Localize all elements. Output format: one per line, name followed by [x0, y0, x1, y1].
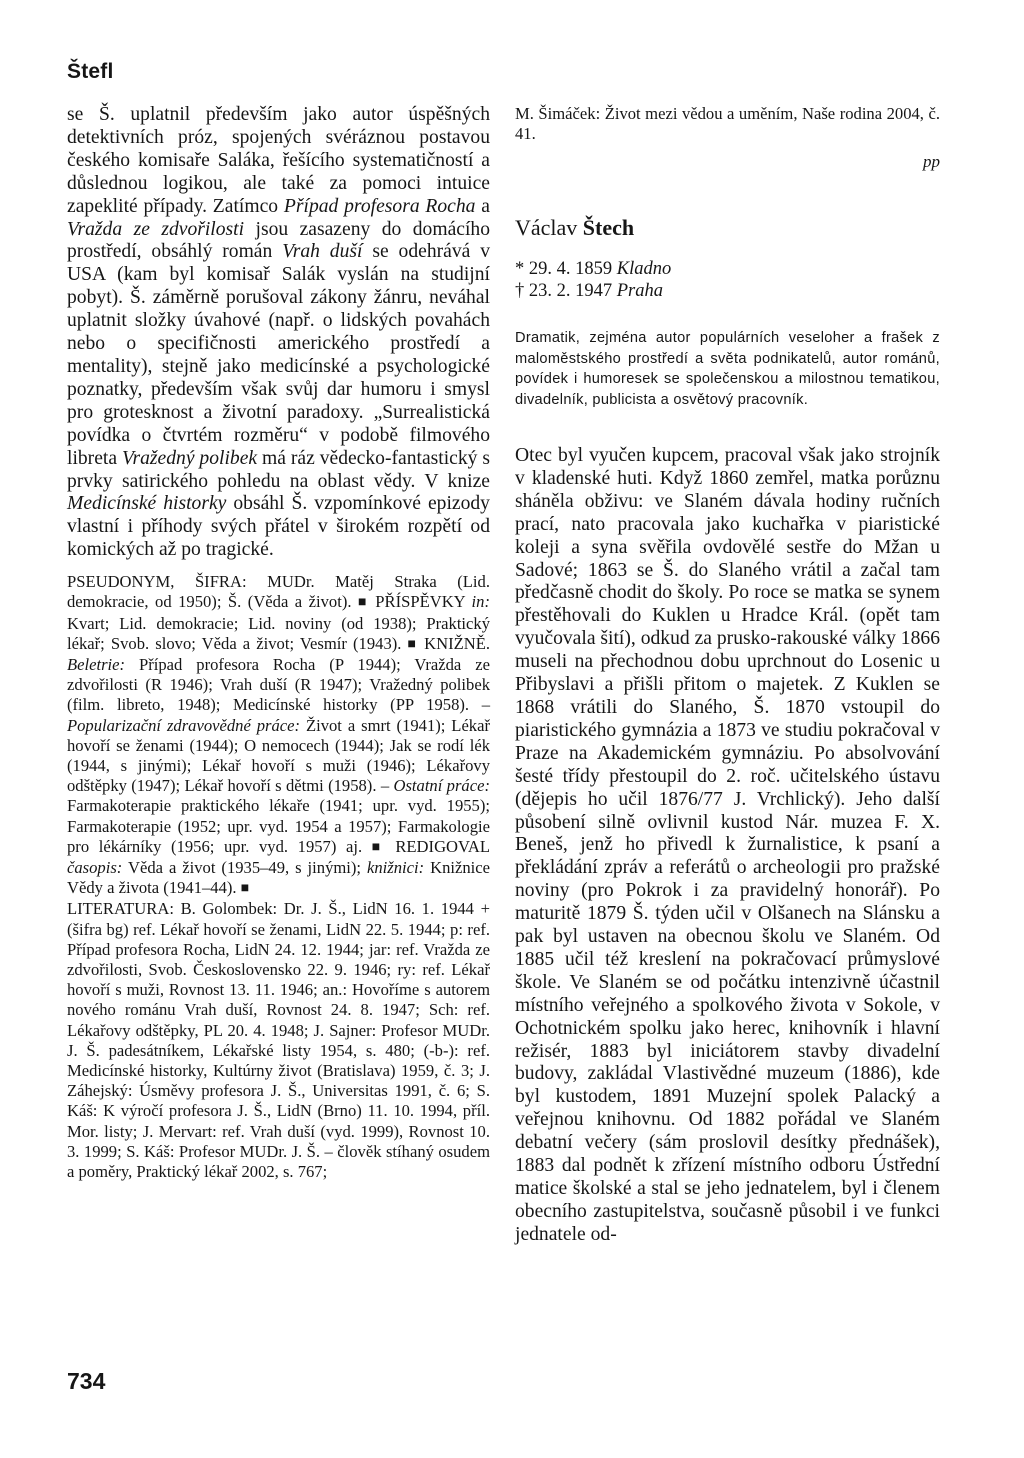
entry-biography: Otec byl vyučen kupcem, pracoval však jako strojník v kladenské huti. Když 1860 zemřel, matka porůznu sháněla obživu: ve Slaném dávala hodiny ručních prací, nato pracovala jako kuchařka v piaristické koleji a syna svěřila ovdovělé sestře do Mžan u Sadové; 1863 se Š. do Slaného vrátil a začal tam předčasně chodit do školy. Po roce se matka se synem přestěhovali do Kuklen u Hradce Král. (opět tam vyučovala šití), odkud za prusko-rakouské války 1866 museli na přechodnou dobu uprchnout do Losenic u Přibyslavi a přišli přitom o majetek. Z Kuklen se 1868 vrátili do Slaného, Š. 1870 vstoupil do piaristického gymnázia a 1873 ve studiu pokračoval v Praze na Akademickém gymnáziu. Po absolvování šesté třídy přestoupil do 2. roč. učitelského ústavu (dějepis ho učil 1876/77 J. Vrchlický). Jeho další působení silně ovlivnil kustod Nár. muzea F. X. Beneš, jenž ho přivedl k žurnalistice, k psaní a překládání zpráv a referátů o archeologii pro pražské noviny (pro Pokrok i za pravidelný honorář). Po maturitě 1879 Š. týden učil v Olšanech na Slánsku a pak byl ustaven na obecnou školu ve Slaném. Od 1885 učil též kreslení na pokračovací průmyslové škole. Ve Slaném se od počátku intenzivně účastnil místního veřejného a spolkového života v Sokole, v Ochotnickém spolku jako herec, knihovník i hlavní režisér, 1883 byl iniciátorem stavby divadelní budovy, zakládal Vlastivědné muzeum (1886), kde byl kustodem, 1891 Muzejní spolek Palacký a veřejnou knihovnu. Od 1882 pořádal ve Slaném debatní večery (sám proslovil desítky přednášek), 1883 dal podnět k zřízení místního odboru Ústřední matice školské a stal se jeho jednatelem, byl i členem obecního zastupitelstva, současně působil i ve funkci jednatele od-	[515, 445, 940, 1245]
italic-term: Medicínské historky	[67, 493, 227, 515]
birth-place: Kladno	[616, 259, 672, 279]
italic-term: knižnici:	[367, 857, 425, 877]
text-run: REDIGOVAL	[385, 836, 490, 856]
death-date: † 23. 2. 1947	[515, 281, 617, 301]
literature-section: LITERATURA: B. Golombek: Dr. J. Š., LidN 16. 1. 1944 + (šifra bg) ref. Lékař hovoří se ženami, LidN 22. 5. 1944; p: ref. Případ profesora Rocha, LidN 24. 12. 1944; jar: ref. Vražda ze zdvořilosti, Svob. Československo 22. 9. 1946; ry: ref. Lékař hovoří s muži, Rovnost 13. 11. 1946; an.: Hovoříme s autorem nového románu Vrah duší, Rovnost 24. 8. 1947; Sch: ref. Lékařovy odštěpky, PL 20. 4. 1948; J. Sajner: Profesor MUDr. J. Š. padesátníkem, Lékařské listy 1954, s. 480; (-b-): ref. Medicínské historky, Kultúrny život (Bratislava) 1959, č. 3; J. Záhejský: Úsměvy profesora J. Š., Universitas 1991, č. 6; S. Káš: K výročí profesora J. Š., LidN (Brno) 11. 10. 1994, příl. Mor. listy; J. Mervart: ref. Vrah duší (vyd. 1999), Rovnost 10. 3. 1999; S. Káš: Profesor MUDr. J. Š. – člověk stíhaný osudem a poměry, Praktický lékař 2002, s. 767;	[67, 899, 490, 1182]
text-run: se Š. uplatnil především jako autor úspěšných detektivních próz, spojených svéráznou postavou českého komisaře Saláka, řešícího systematičností a důslednou logikou, ale také za pomoci intuice zapeklité případy. Zatímco	[67, 104, 490, 217]
literature-continued: M. Šimáček: Život mezi vědou a uměním, Naše rodina 2004, č. 41.	[515, 104, 940, 143]
bibliography-section	[67, 572, 490, 899]
section-marker-icon: ■	[407, 636, 418, 652]
entry-surname: Štech	[582, 215, 635, 240]
text-run: Věda a život (1935–49, s jinými);	[122, 857, 367, 877]
text-run: a	[475, 195, 490, 217]
text-run: Případ profesora Rocha (P 1944); Vražda ze zdvořilosti (R 1946); Vrah duší (R 1947); Vražedný polibek (film. libreto, 1948); Medicínské historky (PP 1958). –	[67, 654, 490, 715]
italic-term: Vrah duší	[282, 241, 363, 263]
section-marker-icon: ■	[358, 595, 369, 611]
text-run: obsáhl Š. vzpomínkové epizody vlastní i příhody svých přátel v širokém rozpětí od komických až po tragické.	[67, 493, 490, 561]
running-head: Štefl	[67, 60, 114, 83]
italic-term: časopis:	[67, 857, 123, 877]
entry-text-continued	[67, 104, 490, 562]
right-column	[515, 104, 940, 1247]
text-run: má ráz vědecko-fantastický s prvky satirického pohledu na oblast vědy. V knize	[67, 447, 490, 492]
page-number: 734	[67, 1368, 106, 1394]
text-run: KNIŽNĚ.	[417, 633, 491, 653]
birth-line	[515, 258, 940, 280]
birth-date: * 29. 4. 1859	[515, 259, 617, 279]
italic-term: in:	[471, 592, 490, 612]
entry-heading	[515, 214, 940, 242]
text-run: PSEUDONYM, ŠIFRA: MUDr. Matěj Straka (Lid. demokracie, od 1950); Š. (Věda a život).	[67, 572, 490, 612]
entry-first-name: Václav	[515, 215, 583, 240]
entry-summary: Dramatik, zejména autor populárních veseloher a frašek z maloměstského prostředí a světa podnikatelů, autor románů, povídek i humoresek se společenskou a milostnou tematikou, divadelník, publicista a osvětový pracovník.	[515, 330, 940, 408]
text-run: PŘÍSPĚVKY	[368, 592, 472, 612]
author-signature: pp	[923, 152, 940, 171]
text-run: Život a smrt (1941); Lékař hovoří se ženami (1944); O nemocech (1944); Jak se rodí lék (1944, s jinými); Lékař hovoří s muži (1946); Lékařovy odštěpky (1947); Lékař hovoří s dětmi (1958). –	[67, 715, 490, 796]
italic-term: Případ profesora Rocha	[283, 195, 476, 217]
death-line	[515, 280, 940, 302]
death-place: Praha	[616, 281, 663, 301]
italic-term: Ostatní práce:	[393, 776, 490, 796]
italic-term: Popularizační zdravovědné práce:	[67, 715, 301, 735]
entry-dates	[515, 258, 940, 302]
section-marker-icon: ■	[371, 839, 386, 855]
text-run: Knižnice Vědy a života (1941–44).	[67, 857, 490, 898]
text-run: se odehrává v USA (kam byl komisař Salák vyslán na studijní pobyt). Š. záměrně porušoval zákony žánru, neváhal uplatnit složky úvahové (např. o lidských povahách nebo o specifičnosti amerického prostředí a mentality), stejně jako medicínské a psychologické poznatky, především však svůj dar humoru i smysl pro grotesknost a životní paradoxy. „Surrealistická povídka o čtvrtém rozměru“ v podobě filmového libreta	[67, 241, 491, 469]
left-column	[67, 104, 490, 1182]
italic-term: Vražda ze zdvořilosti	[67, 218, 245, 240]
text-run: jsou zasazeny do domácího prostředí, obsáhlý román	[67, 218, 490, 263]
italic-term: Beletrie:	[67, 654, 126, 674]
text-run: Kvart; Lid. demokracie; Lid. noviny (od 1938); Praktický lékař; Svob. slovo; Věda a život; Vesmír (1943).	[67, 613, 490, 653]
section-marker-icon: ■	[240, 881, 250, 897]
italic-term: Vražedný polibek	[121, 447, 258, 469]
text-run: Farmakoterapie praktického lékaře (1941; upr. vyd. 1955); Farmakoterapie (1952; upr. vyd. 1954 a 1957); Farmakologie pro lékárníky (1956; upr. vyd. 1957) aj.	[67, 796, 490, 856]
